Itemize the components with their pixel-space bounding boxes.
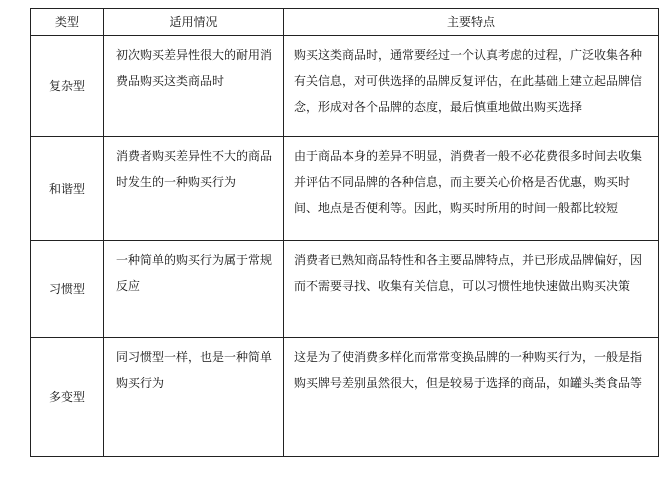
situation-cell: 一种简单的购买行为属于常规反应	[104, 241, 284, 338]
header-type: 类型	[31, 9, 104, 36]
purchase-behavior-table	[30, 8, 659, 457]
features-cell: 消费者已熟知商品特性和各主要品牌特点，并已形成品牌偏好，因而不需要寻找、收集有关信息，可以习惯性地快速做出购买决策	[284, 241, 659, 338]
features-cell: 购买这类商品时，通常要经过一个认真考虑的过程，广泛收集各种有关信息，对可供选择的品牌反复评估，在此基础上建立起品牌信念，形成对各个品牌的态度，最后慎重地做出购买选择	[284, 36, 659, 137]
type-cell: 习惯型	[31, 241, 104, 338]
table-row	[31, 241, 659, 338]
situation-cell: 同习惯型一样，也是一种简单购买行为	[104, 338, 284, 457]
features-cell: 由于商品本身的差异不明显，消费者一般不必花费很多时间去收集并评估不同品牌的各种信息，而主要关心价格是否优惠，购买时间、地点是否便利等。因此，购买时所用的时间一般都比较短	[284, 137, 659, 241]
header-row	[31, 9, 659, 36]
features-cell: 这是为了使消费多样化而常常变换品牌的一种购买行为，一般是指购买牌号差别虽然很大，但是较易于选择的商品，如罐头类食品等	[284, 338, 659, 457]
table-row	[31, 338, 659, 457]
table-row	[31, 137, 659, 241]
situation-cell: 初次购买差异性很大的耐用消费品购买这类商品时	[104, 36, 284, 137]
type-cell: 多变型	[31, 338, 104, 457]
header-features: 主要特点	[284, 9, 659, 36]
table-row	[31, 36, 659, 137]
header-situation: 适用情况	[104, 9, 284, 36]
situation-cell: 消费者购买差异性不大的商品时发生的一种购买行为	[104, 137, 284, 241]
type-cell: 和谐型	[31, 137, 104, 241]
type-cell: 复杂型	[31, 36, 104, 137]
